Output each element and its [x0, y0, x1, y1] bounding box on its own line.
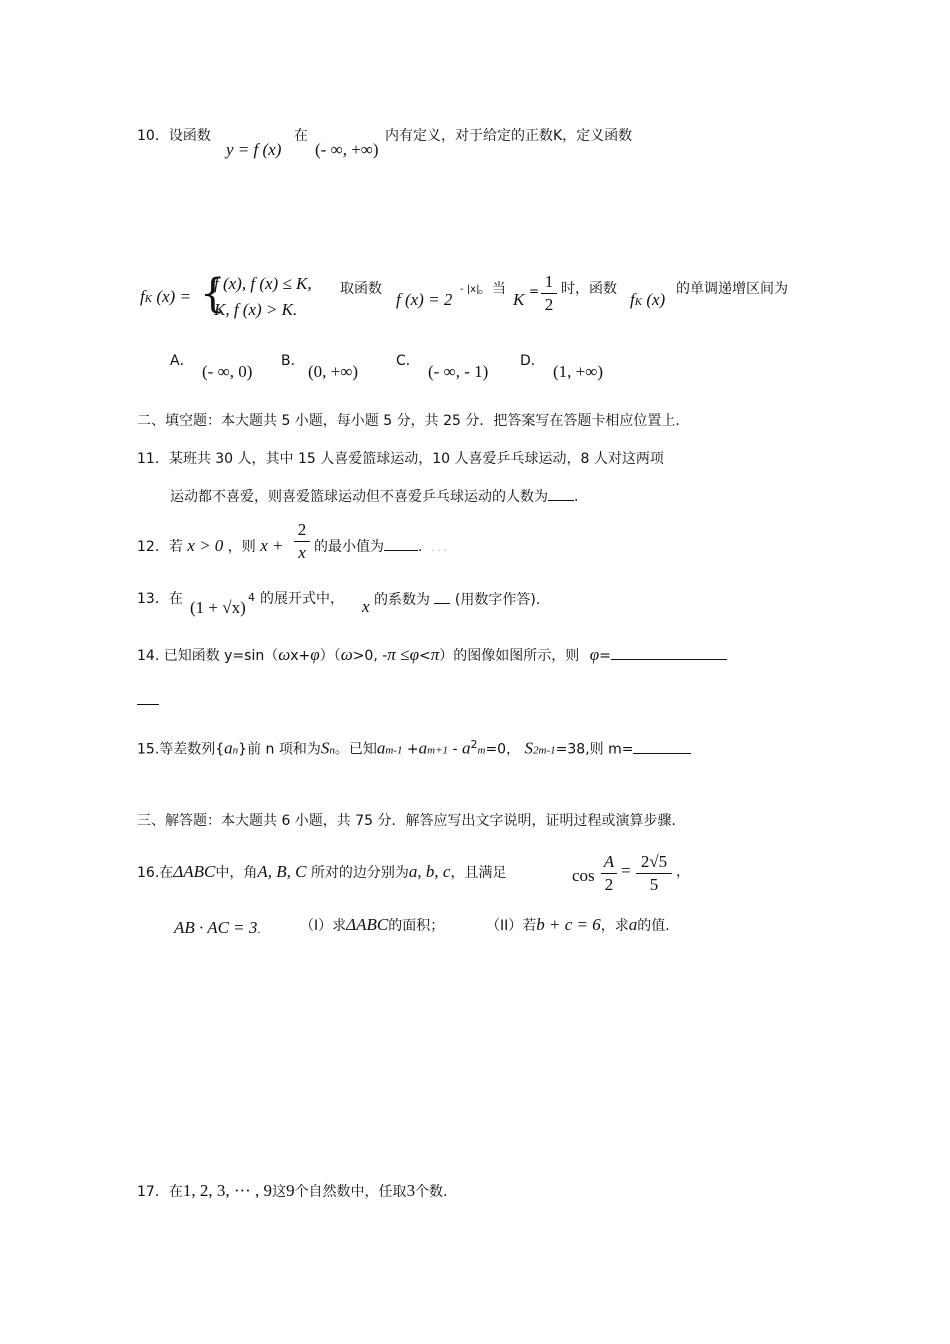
q11-end: . — [574, 489, 579, 505]
q15-line — [137, 735, 691, 761]
q17-text-d: 个数. — [415, 1184, 448, 1200]
q16-text-d: ，且满足 — [450, 865, 507, 881]
q15-S-sub: n — [329, 744, 335, 757]
q12-line — [137, 536, 284, 557]
q10-option-c-label: C． — [396, 353, 420, 369]
q10-option-c: (- ∞, - 1) — [428, 362, 489, 381]
q16-p2: （II）若 — [486, 918, 537, 934]
q15-m1: m-1 — [385, 744, 403, 757]
q16-p2c: 的值. — [637, 918, 670, 934]
q16-part1 — [300, 915, 444, 936]
q13-number: 13．在 — [137, 591, 183, 607]
q11-text: 运动都不喜爱，则喜爱篮球运动但不喜爱乒乓球运动的人数为 — [170, 489, 548, 505]
q13-end: (用数字作答). — [454, 592, 541, 608]
q15-n: n — [232, 744, 239, 757]
q15-text-b: }前 n 项和为 — [238, 741, 321, 758]
q10-brace: { — [200, 271, 226, 317]
q12-tail — [314, 536, 447, 559]
q12-tail-text: 的最小值为 — [314, 539, 384, 555]
q12-number: 12．若 — [137, 539, 183, 555]
q16-line1 — [137, 862, 506, 883]
q16-bc: b + c = 6 — [536, 915, 601, 934]
q13-expression: (1 + √x) — [190, 598, 246, 617]
q10-K: K — [513, 290, 525, 309]
section3-heading: 三、解答题：本大题共 6 小题，共 75 分．解答应写出文字说明，证明过程或演算步骤． — [137, 813, 686, 829]
q16-p2b: ，求 — [600, 918, 629, 934]
q15-a: a — [224, 738, 233, 758]
q16-p1b: 的面积； — [388, 918, 445, 934]
q14-text-a: 14. 已知函数 y=sin（ — [137, 648, 279, 664]
q14-pi: π — [387, 645, 396, 664]
q12-frac-num: 2 — [297, 520, 307, 539]
q16-ratio — [636, 852, 672, 895]
q12-end: . — [418, 539, 423, 555]
q10-option-d: (1, +∞) — [553, 362, 604, 381]
q16-text-c: 所对的边分别为 — [310, 865, 409, 881]
q17-three: 3 — [406, 1181, 416, 1200]
q15-S: S — [320, 738, 330, 758]
q17-numbers: 1, 2, 3, ··· , 9 — [182, 1181, 273, 1200]
q15-m1p: m+1 — [427, 744, 449, 757]
q11-line2 — [170, 486, 578, 507]
q14-text-b: x+ — [290, 648, 311, 664]
q10-half-num: 1 — [544, 272, 554, 291]
q14-omega-2: ω — [340, 645, 353, 664]
q10-ask: 的单调递增区间为 — [676, 281, 788, 297]
q16-ratio-den: 5 — [649, 875, 659, 894]
q16-p1: （I）求 — [300, 918, 347, 934]
q16-period: . — [257, 922, 261, 936]
q15-answer-blank[interactable] — [633, 739, 691, 754]
q11-answer-blank[interactable] — [548, 486, 574, 501]
q10-fx: f (x) = 2 — [396, 290, 453, 309]
q16-half-angle — [601, 852, 617, 895]
q10-option-b: (0, +∞) — [308, 362, 359, 381]
q16-ratio-num: 2√5 — [640, 852, 668, 871]
q13-tail-text: 的系数为 — [374, 592, 430, 608]
q13-answer-blank[interactable] — [434, 589, 450, 604]
q16-dot: AB · AC = 3 — [174, 918, 258, 937]
q13-mid: 的展开式中， — [260, 591, 344, 607]
q16-sides: a, b, c — [408, 862, 451, 881]
q13-tail — [374, 589, 540, 610]
q14-line — [137, 645, 727, 666]
q14-phi-2: φ — [409, 645, 420, 664]
q13-power: 4 — [248, 591, 255, 604]
q10-piece-top: f (x), f (x) ≤ K, — [214, 274, 312, 293]
q10-exponent: - |x| — [460, 284, 480, 295]
section2-heading: 二、填空题：本大题共 5 小题，每小题 5 分，共 25 分．把答案写在答题卡相应位置上． — [137, 413, 690, 429]
q16-half-num: A — [603, 852, 615, 871]
q14-text-e: ）的图像如图所示，则 — [439, 648, 580, 664]
q14-phi: φ — [310, 645, 320, 664]
q14-lt: < — [419, 648, 431, 664]
q11-line1: 11．某班共 30 人，其中 15 人喜爱篮球运动，10 人喜爱乒乓球运动，8 人对这两项 — [137, 451, 664, 467]
q16-comma: ， — [676, 864, 690, 880]
q16-half-den: 2 — [604, 875, 614, 894]
q10-domain: (- ∞, +∞) — [315, 140, 379, 159]
q13-var: x — [362, 597, 370, 616]
q14-pi-2: π — [430, 645, 440, 664]
q10-take: 取函数 — [340, 281, 382, 297]
q17-text-c: 个自然数中，任取 — [294, 1184, 407, 1200]
q12-condition: x > 0 — [187, 536, 224, 555]
q16-eq: = — [621, 861, 631, 880]
q16-part2 — [486, 915, 670, 936]
q12-fraction — [294, 520, 310, 563]
q15-tail: =38,则 m= — [555, 741, 634, 758]
q10-function-y: y = f (x) — [226, 140, 282, 159]
q10-then: 时，函数 — [561, 281, 617, 297]
q10-fk: fK (x) = — [140, 287, 191, 306]
q15-plus: + — [406, 741, 419, 758]
q14-omega: ω — [278, 645, 291, 664]
q17-nine: 9 — [286, 1181, 295, 1200]
q12-dots: . . . — [430, 543, 447, 554]
q10-option-b-label: B． — [281, 353, 305, 369]
q10-number: 10．设函数 — [137, 128, 211, 144]
q16-text-b: 中，角 — [215, 865, 258, 881]
q14-eq: = — [599, 648, 611, 664]
q10-rest: 内有定义，对于给定的正数K，定义函数 — [385, 128, 633, 144]
q12-then: ，则 — [227, 539, 256, 555]
q14-phi-3: φ — [589, 645, 600, 664]
q16-text-a: 16.在 — [137, 865, 174, 881]
q10-fk2: fK (x) — [630, 290, 666, 309]
q15-text-a: 15.等差数列{ — [137, 741, 225, 758]
q15-zero: =0， — [485, 741, 521, 758]
q16-a: a — [628, 915, 638, 934]
q10-option-a-label: A． — [170, 353, 194, 369]
q12-frac-den: x — [298, 543, 306, 562]
q10-when: 。当 — [478, 281, 506, 297]
q17-text-a: 17．在 — [137, 1184, 183, 1200]
q15-minus: - — [452, 741, 458, 758]
q17-line — [137, 1181, 448, 1202]
q15-S2: S — [524, 738, 534, 758]
q14-answer-blank[interactable] — [611, 645, 727, 660]
q12-answer-blank[interactable] — [384, 536, 418, 551]
q12-expression: x + — [260, 536, 284, 555]
q15-a-m1: a — [376, 738, 386, 758]
q10-half — [541, 272, 557, 315]
q10-zai: 在 — [294, 128, 308, 144]
q15-m: m — [477, 744, 486, 757]
q16-dot-product — [174, 918, 260, 939]
q14-text-c: ）（ — [319, 648, 341, 664]
q16-angles: A, B, C — [257, 862, 307, 881]
q15-a-m1p: a — [418, 738, 428, 758]
q14-answer-blank-cont[interactable] — [137, 690, 159, 711]
q15-text-c: 。已知 — [334, 741, 377, 758]
q16-triangle: ΔABC — [173, 862, 216, 881]
q17-text-b: 这 — [272, 1184, 287, 1200]
q10-piece-bottom: K, f (x) > K. — [214, 300, 298, 319]
q15-a-m: a — [462, 738, 471, 758]
q10-half-den: 2 — [544, 295, 554, 314]
q16-triangle-2: ΔABC — [346, 915, 389, 934]
q10-eq: = — [529, 284, 540, 298]
q10-option-d-label: D． — [520, 353, 545, 369]
q15-square: 2 — [470, 738, 478, 751]
q15-s2m: 2m-1 — [533, 744, 556, 757]
q10-option-a: (- ∞, 0) — [202, 362, 253, 381]
q14-text-d: >0, - — [352, 648, 388, 664]
q10-intro — [137, 126, 211, 146]
q16-cos: cos — [572, 866, 595, 885]
q14-le: ≤ — [400, 645, 410, 664]
